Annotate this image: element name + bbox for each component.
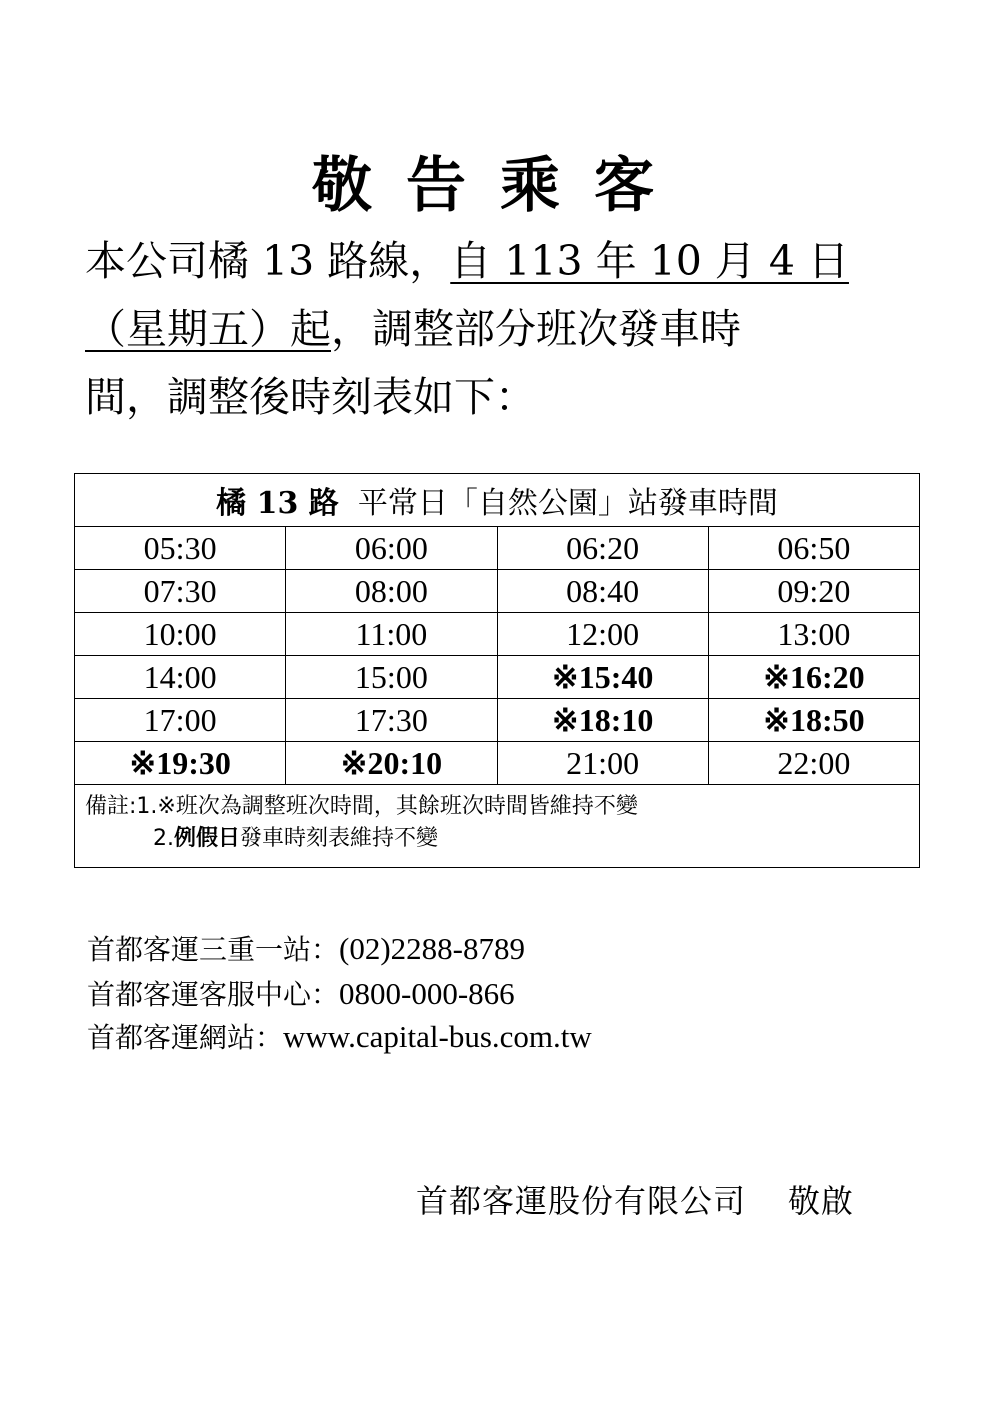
- signature: [416, 1176, 854, 1222]
- schedule-route-label: 橘 13 路: [216, 486, 339, 521]
- contact-station-phone: (02)2288-8789: [339, 931, 525, 966]
- intro-effective-date: 自 113 年 10 月 4 日: [450, 237, 849, 285]
- intro-closing-text: 間，調整後時刻表如下：: [85, 373, 536, 421]
- departure-time: 11:00: [286, 613, 497, 656]
- contact-station: [87, 932, 525, 967]
- signature-closing: 敬啟: [788, 1182, 855, 1220]
- intro-line-3: [85, 372, 935, 422]
- departure-time: 14:00: [75, 656, 286, 699]
- departure-time: ※19:30: [75, 742, 286, 785]
- departure-time: 12:00: [497, 613, 708, 656]
- departure-time: ※16:20: [708, 656, 919, 699]
- signature-company: 首都客運股份有限公司: [416, 1182, 747, 1220]
- schedule-notes: [75, 785, 920, 868]
- departure-time: 21:00: [497, 742, 708, 785]
- intro-route-text: 本公司橘 13 路線，: [85, 237, 451, 285]
- departure-time: 05:30: [75, 527, 286, 570]
- intro-line-2: [85, 304, 935, 354]
- schedule-row: [75, 613, 920, 656]
- schedule-row: [75, 656, 920, 699]
- schedule-row: [75, 699, 920, 742]
- contact-website: [87, 1020, 592, 1055]
- schedule-notes-row: [75, 785, 920, 868]
- intro-line-1: [85, 236, 935, 286]
- schedule-row: [75, 527, 920, 570]
- notice-title: 敬告乘客: [312, 151, 688, 221]
- departure-time: ※18:10: [497, 699, 708, 742]
- departure-time: 08:40: [497, 570, 708, 613]
- schedule-row: [75, 742, 920, 785]
- departure-time: 08:00: [286, 570, 497, 613]
- note-1: 備註:1.※班次為調整班次時間，其餘班次時間皆維持不變: [85, 794, 638, 819]
- contact-service: [87, 977, 515, 1012]
- departure-time: ※18:50: [708, 699, 919, 742]
- departure-time: 06:50: [708, 527, 919, 570]
- intro-weekday: （星期五）起: [85, 305, 331, 353]
- schedule-header: [75, 474, 920, 527]
- departure-time: 09:20: [708, 570, 919, 613]
- departure-time: 22:00: [708, 742, 919, 785]
- departure-time: 06:00: [286, 527, 497, 570]
- departure-time: 15:00: [286, 656, 497, 699]
- departure-time: 17:30: [286, 699, 497, 742]
- departure-time: 06:20: [497, 527, 708, 570]
- note-2: [85, 823, 909, 855]
- contact-service-phone: 0800-000-866: [339, 976, 515, 1011]
- departure-time: 13:00: [708, 613, 919, 656]
- contact-website-label: 首都客運網站：: [87, 1021, 284, 1054]
- departure-time: ※20:10: [286, 742, 497, 785]
- contact-website-url[interactable]: www.capital-bus.com.tw: [283, 1019, 592, 1054]
- intro-adjust-text: ，調整部分班次發車時: [331, 305, 741, 353]
- schedule-row: [75, 570, 920, 613]
- note-2-holiday: 例假日: [174, 826, 241, 851]
- schedule-header-text: 平常日「自然公園」站發車時間: [357, 486, 778, 521]
- schedule-table: [74, 473, 920, 868]
- note-2-text: 發車時刻表維持不變: [240, 826, 439, 851]
- departure-time: ※15:40: [497, 656, 708, 699]
- contact-station-label: 首都客運三重一站：: [87, 933, 340, 966]
- departure-time: 17:00: [75, 699, 286, 742]
- note-2-number: 2.: [153, 826, 174, 851]
- departure-time: 07:30: [75, 570, 286, 613]
- departure-time: 10:00: [75, 613, 286, 656]
- contact-service-label: 首都客運客服中心：: [87, 978, 340, 1011]
